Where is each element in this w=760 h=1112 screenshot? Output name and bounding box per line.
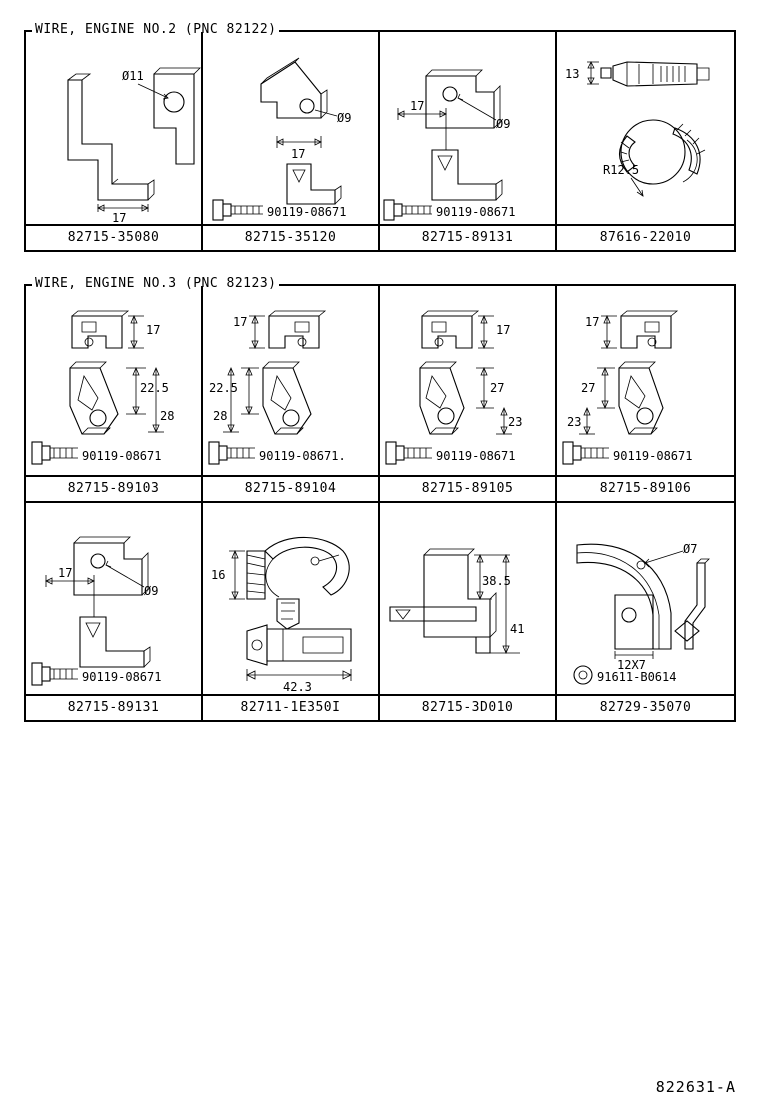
part-number: 82715-89106 [557,475,734,501]
dimension-label: 12X7 [617,658,646,672]
fastener-part-number: 90119-08671 [82,670,162,684]
part-illustration [557,32,734,224]
part-number: 82715-89131 [26,694,201,720]
clamp-drawing-82711-1E350I [203,503,378,694]
part-cell[interactable] [380,32,557,250]
bracket-drawing-82715-89131 [380,32,555,222]
bracket-drawing-82715-89103 [26,286,201,475]
dimension-label: 22.5 [209,381,238,395]
bolt-icon [574,666,592,684]
part-illustration [557,503,734,694]
section-title: WIRE, ENGINE NO.3 (PNC 82123) [32,276,279,291]
dimension-label: 23 [567,415,582,429]
dimension-label: 17 [585,315,600,329]
bolt-icon [384,200,432,220]
part-cell[interactable] [26,286,203,501]
bracket-drawing-82715-3D010 [380,503,555,694]
part-illustration [203,503,378,694]
part-cell[interactable] [557,503,734,720]
dimension-label: Ø9 [337,111,352,125]
fastener-part-number: 90119-08671 [82,449,162,463]
bolt-icon [386,442,432,464]
part-cell[interactable] [557,32,734,250]
part-illustration [26,32,201,224]
dimension-label: 17 [146,323,161,337]
part-cell[interactable] [557,286,734,501]
bracket-drawing-82715-89105 [380,286,555,475]
dimension-label: 28 [160,409,175,423]
part-illustration [26,286,201,475]
bolt-icon [209,442,255,464]
part-number: 82715-35120 [203,224,378,250]
dimension-label: 13 [565,67,580,81]
bracket-drawing-82715-35120 [203,32,378,222]
section-row [26,32,734,250]
section-title: WIRE, ENGINE NO.2 (PNC 82122) [32,22,279,37]
fastener-part-number: 90119-08671 [436,449,516,463]
part-illustration [380,32,555,224]
part-cell[interactable] [203,503,380,720]
bracket-drawing-82715-89131-b [26,503,201,694]
clamp-drawing-87616-22010 [557,32,734,222]
dimension-label: Ø9 [144,584,159,598]
part-number: 82715-89131 [380,224,555,250]
fastener-part-number: 90119-08671. [259,449,346,463]
dimension-label: R12.5 [603,163,640,177]
bolt-icon [213,200,263,220]
dimension-label: 28 [213,409,228,423]
bracket-drawing-82729-35070 [557,503,734,694]
dimension-label: 17 [233,315,248,329]
dimension-label: Ø7 [683,542,698,556]
page-code: 822631-A [655,1078,736,1096]
part-cell[interactable] [203,32,380,250]
fastener-part-number: 90119-08671 [267,205,347,219]
dimension-label: 23 [508,415,523,429]
section-wire-engine-no3 [24,276,736,722]
dimension-label: 17 [410,99,425,113]
part-illustration [26,503,201,694]
dimension-label: 17 [291,147,306,161]
bolt-icon [32,663,78,685]
part-number: 82715-89105 [380,475,555,501]
bolt-icon [563,442,609,464]
fastener-part-number: 91611-B0614 [597,670,677,684]
section-row [26,503,734,720]
bracket-drawing-82715-35080 [26,32,201,222]
part-number: 82715-3D010 [380,694,555,720]
part-illustration [203,286,378,475]
bolt-icon [32,442,78,464]
dimension-label: 22.5 [140,381,169,395]
dimension-label: 17 [112,211,127,222]
part-cell[interactable] [380,286,557,501]
dimension-label: 38.5 [482,574,511,588]
part-number: 82715-35080 [26,224,201,250]
bracket-drawing-82715-89106 [557,286,734,475]
part-number: 82711-1E350I [203,694,378,720]
bracket-drawing-82715-89104 [203,286,378,475]
part-illustration [380,503,555,694]
part-cell[interactable] [380,503,557,720]
dimension-label: Ø9 [496,117,511,131]
dimension-label: 27 [581,381,596,395]
part-cell[interactable] [26,503,203,720]
dimension-label: 41 [510,622,525,636]
part-illustration [203,32,378,224]
dimension-label: 27 [490,381,505,395]
dimension-label: 16 [211,568,226,582]
fastener-part-number: 90119-08671 [613,449,693,463]
dimension-label: 17 [496,323,511,337]
part-number: 82715-89103 [26,475,201,501]
section-row [26,286,734,503]
part-number: 82715-89104 [203,475,378,501]
dimension-label: 17 [58,566,73,580]
section-wire-engine-no2 [24,22,736,252]
part-number: 87616-22010 [557,224,734,250]
dimension-label: Ø11 [122,69,144,83]
part-cell[interactable] [203,286,380,501]
part-illustration [380,286,555,475]
part-illustration [557,286,734,475]
part-number: 82729-35070 [557,694,734,720]
part-cell[interactable] [26,32,203,250]
dimension-label: 42.3 [283,680,312,694]
fastener-part-number: 90119-08671 [436,205,516,219]
